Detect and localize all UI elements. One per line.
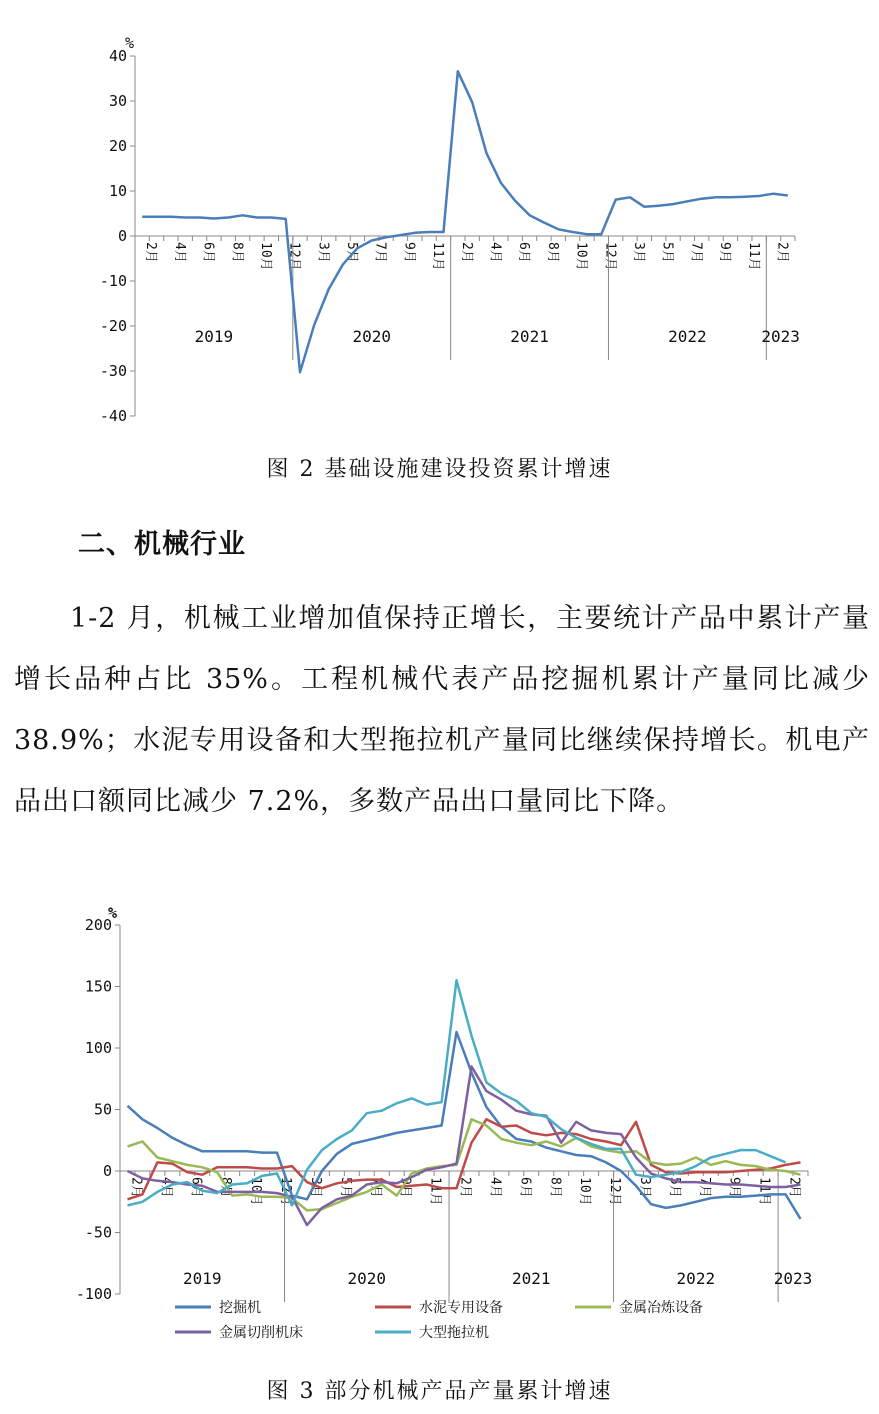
series-line-5 xyxy=(128,980,786,1205)
x-month-label: 7月 xyxy=(372,242,388,263)
x-month-label: 3月 xyxy=(307,1177,323,1198)
x-month-label: 9月 xyxy=(401,242,417,263)
x-month-label: 4月 xyxy=(171,242,187,263)
y-unit-label: % xyxy=(125,34,135,52)
legend-label: 金属冶炼设备 xyxy=(619,1300,703,1316)
x-month-label: 11月 xyxy=(430,242,446,271)
year-label: 2020 xyxy=(352,327,392,346)
x-month-label: 9月 xyxy=(717,242,733,263)
x-month-label: 8月 xyxy=(547,1177,563,1198)
x-month-label: 11月 xyxy=(745,242,761,271)
y-tick-label: -50 xyxy=(84,1223,112,1242)
x-month-label: 8月 xyxy=(218,1177,234,1198)
legend-label: 挖掘机 xyxy=(219,1300,261,1316)
year-label: 2021 xyxy=(512,1269,551,1288)
y-tick-label: 100 xyxy=(84,1039,112,1057)
machinery-output-chart xyxy=(0,898,879,1372)
figure-3-caption: 图 3 部分机械产品产量累计增速 xyxy=(266,1379,613,1404)
x-month-label: 11月 xyxy=(756,1177,772,1206)
x-month-label: 10月 xyxy=(577,1177,593,1206)
year-label: 2023 xyxy=(773,1269,813,1288)
x-month-label: 4月 xyxy=(158,1177,174,1198)
x-month-label: 8月 xyxy=(229,242,245,263)
x-month-label: 2月 xyxy=(128,1177,144,1198)
infrastructure-chart-svg xyxy=(0,30,879,430)
x-month-label: 9月 xyxy=(397,1177,413,1198)
year-label: 2019 xyxy=(182,1269,222,1288)
x-month-label: 12月 xyxy=(278,1177,294,1206)
x-month-label: 5月 xyxy=(666,1177,682,1198)
y-tick-label: 0 xyxy=(102,1162,112,1180)
x-month-label: 6月 xyxy=(516,242,532,263)
year-label: 2019 xyxy=(194,327,234,346)
y-tick-label: 200 xyxy=(84,916,112,934)
x-month-label: 7月 xyxy=(688,242,704,263)
y-tick-label: 150 xyxy=(84,977,112,996)
y-tick-label: -40 xyxy=(99,407,127,425)
x-month-label: 6月 xyxy=(517,1177,533,1198)
section-paragraph: 1-2 月，机械工业增加值保持正增长，主要统计产品中累计产量增长品种占比 35%。工程机械代表产品挖掘机累计产量同比减少 38.9%；水泥专用设备和大型拖拉机产量同比继续保持增长。机电产品出口额同比减少 7.2%，多数产品出口量同比下降。 xyxy=(14,603,870,817)
x-month-label: 7月 xyxy=(367,1177,383,1198)
figure-2-caption: 图 2 基础设施建设投资累计增速 xyxy=(266,457,613,482)
x-month-label: 3月 xyxy=(315,242,331,263)
y-tick-label: 50 xyxy=(93,1100,112,1119)
y-tick-label: 0 xyxy=(117,227,127,245)
y-tick-label: -20 xyxy=(99,317,127,335)
legend-label: 水泥专用设备 xyxy=(419,1300,503,1316)
y-tick-label: -100 xyxy=(75,1285,112,1303)
y-tick-label: 20 xyxy=(108,137,127,155)
x-month-label: 2月 xyxy=(457,1177,473,1198)
x-month-label: 10月 xyxy=(573,242,589,271)
x-month-label: 5月 xyxy=(337,1177,353,1198)
y-tick-label: 40 xyxy=(108,47,127,65)
x-month-label: 9月 xyxy=(726,1177,742,1198)
year-label: 2020 xyxy=(347,1269,387,1288)
infrastructure-investment-chart xyxy=(0,30,879,434)
x-month-label: 3月 xyxy=(631,242,646,263)
x-month-label: 10月 xyxy=(248,1177,264,1206)
x-month-label: 2月 xyxy=(774,242,790,263)
y-tick-label: 30 xyxy=(108,92,127,110)
x-month-label: 5月 xyxy=(344,242,360,263)
year-label: 2022 xyxy=(668,327,707,346)
x-month-label: 11月 xyxy=(427,1177,443,1206)
x-month-label: 6月 xyxy=(200,242,216,263)
x-month-label: 3月 xyxy=(637,1177,652,1198)
y-tick-label: -10 xyxy=(99,272,127,290)
x-month-label: 5月 xyxy=(659,242,675,263)
x-month-label: 12月 xyxy=(602,242,618,271)
x-month-label: 2月 xyxy=(458,242,474,263)
legend-label: 大型拖拉机 xyxy=(419,1325,489,1341)
x-month-label: 4月 xyxy=(487,242,503,263)
x-month-label: 2月 xyxy=(143,242,159,263)
x-month-label: 10月 xyxy=(257,242,273,271)
y-tick-label: 10 xyxy=(108,182,127,200)
x-month-label: 4月 xyxy=(487,1177,503,1198)
year-label: 2023 xyxy=(761,327,800,346)
x-month-label: 8月 xyxy=(544,242,560,263)
year-label: 2022 xyxy=(676,1269,716,1288)
y-unit-label: % xyxy=(108,904,118,922)
x-month-label: 12月 xyxy=(607,1177,623,1206)
x-month-label: 12月 xyxy=(286,242,302,271)
x-month-label: 6月 xyxy=(188,1177,204,1198)
x-month-label: 7月 xyxy=(696,1177,712,1198)
machinery-chart-svg xyxy=(0,898,879,1368)
section-heading: 二、机械行业 xyxy=(78,529,246,560)
legend-label: 金属切削机床 xyxy=(219,1325,303,1341)
year-label: 2021 xyxy=(510,327,549,346)
y-tick-label: -30 xyxy=(99,362,127,380)
x-month-label: 2月 xyxy=(786,1177,802,1198)
